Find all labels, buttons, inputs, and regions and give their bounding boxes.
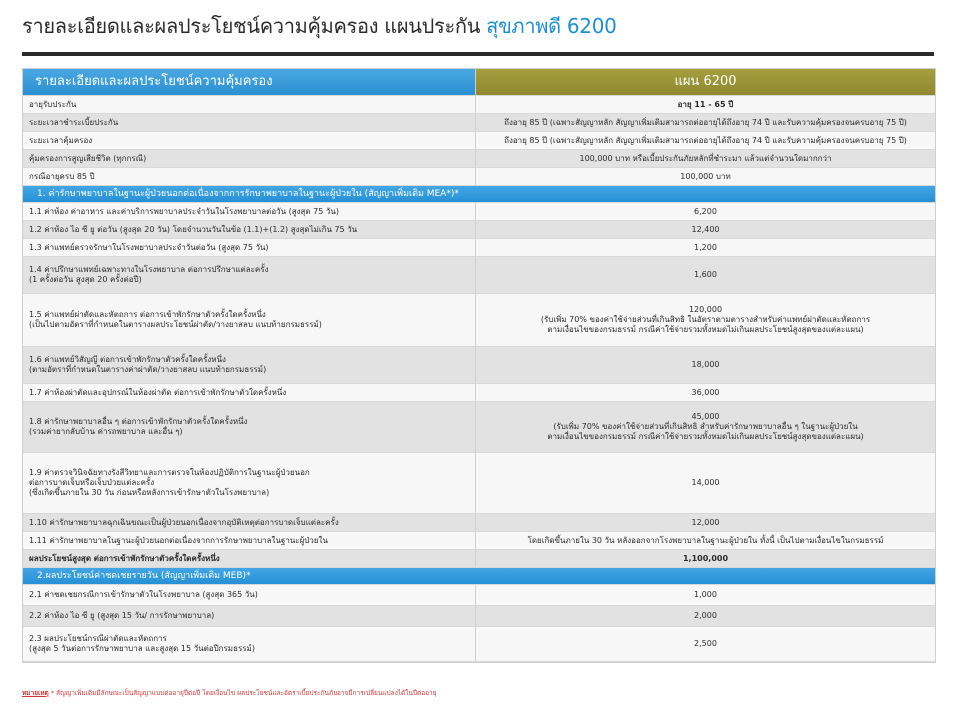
header-right: แผน 6200 (475, 69, 935, 95)
row-value-note: ตามเงื่อนไขของกรมธรรม์ กรณีค่าใช้จ่ายรวมทั้งหมดไม่เกินผลประโยชน์สูงสุดของแต่ละแผน) (547, 325, 864, 334)
row-label-group (23, 627, 475, 661)
table-row (23, 150, 935, 168)
row-value-group (475, 402, 935, 452)
row-label: 1.2 ค่าห้อง ไอ ซี ยู ต่อวัน (สูงสุด 20 วัน) โดยจำนวนวันในข้อ (1.1)+(1.2) สูงสุดไม่เกิน 75 วัน (29, 224, 358, 234)
row-value: 1,600 (475, 257, 935, 293)
row-label: 2.3 ผลประโยชน์กรณีผ่าตัดและหัตถการ (29, 634, 167, 643)
table-row (23, 627, 935, 662)
table-row (23, 532, 935, 550)
title-main: รายละเอียดและผลประโยชน์ความคุ้มครอง แผนประกัน (22, 14, 481, 38)
row-label-sub: (เป็นไปตามอัตราที่กำหนดในตารางผลประโยชน์ผ่าตัด/วางยาสลบ แนบท้ายกรมธรรม์) (29, 320, 322, 329)
table-row (23, 606, 935, 627)
row-value: ถึงอายุ 85 ปี (เฉพาะสัญญาหลัก สัญญาเพิ่มเติมสามารถต่ออายุได้ถึงอายุ 74 ปี และรับความคุ้มครองจนครบอายุ 75 ปี) (475, 114, 935, 131)
row-label-group (23, 347, 475, 383)
section-header-2 (23, 568, 935, 585)
row-value: ถึงอายุ 85 ปี (เฉพาะสัญญาหลัก สัญญาเพิ่มเติมสามารถต่ออายุได้ถึงอายุ 74 ปี และรับความคุ้มครองจนครบอายุ 75 ปี) (475, 132, 935, 149)
row-value-group (475, 294, 935, 346)
row-value: 2,000 (475, 606, 935, 626)
row-value-note: ตามเงื่อนไขของกรมธรรม์ กรณีค่าใช้จ่ายรวมทั้งหมดไม่เกินผลประโยชน์สูงสุดของแต่ละแผน) (547, 432, 864, 441)
table-row (23, 347, 935, 384)
row-value: 6,200 (475, 203, 935, 220)
row-label-sub: ต่อการบาดเจ็บหรือเจ็บป่วยแต่ละครั้ง (29, 478, 155, 487)
row-label: ระยะเวลาคุ้มครอง (29, 135, 93, 145)
row-label-sub: (ตามอัตราที่กำหนดในตารางค่าผ่าตัด/วางยาสลบ แนบท้ายกรมธรรม์) (29, 365, 267, 374)
title-divider (22, 52, 934, 56)
row-label: 1.11 ค่ารักษาพยาบาลในฐานะผู้ป่วยนอกต่อเนื่องจากการรักษาพยาบาลในฐานะผู้ป่วยใน (29, 535, 328, 545)
table-row (23, 96, 935, 114)
section-title: 1. ค่ารักษาพยาบาลในฐานะผู้ป่วยนอกต่อเนื่องจากการรักษาพยาบาลในฐานะผู้ป่วยใน (สัญญาเพิ่มเติม MEA*)* (37, 189, 459, 199)
row-label: คุ้มครองการสูญเสียชีวิต (ทุกกรณี) (29, 153, 147, 163)
row-label: 1.6 ค่าแพทย์วิสัญญี ต่อการเข้าพักรักษาตัวครั้งใดครั้งหนึ่ง (29, 355, 226, 364)
table-row (23, 585, 935, 606)
row-value: 100,000 บาท หรือเบี้ยประกันภัยหลักที่ชำระมา แล้วแต่จำนวนใดมากกว่า (475, 150, 935, 167)
table-row (23, 168, 935, 186)
row-value: 18,000 (475, 347, 935, 383)
row-value-note: (รับเพิ่ม 70% ของค่าใช้จ่ายส่วนที่เกินสิทธิ ในอัตราตามตารางสำหรับค่าแพทย์ผ่าตัดและหัตถการ (540, 315, 871, 324)
row-label: 1.1 ค่าห้อง ค่าอาหาร และค่าบริการพยาบาลประจำวันในโรงพยาบาลต่อวัน (สูงสุด 75 วัน) (29, 206, 339, 216)
table-row (23, 384, 935, 402)
row-label: 1.7 ค่าห้องผ่าตัดและอุปกรณ์ในห้องผ่าตัด ต่อการเข้าพักรักษาตัวใดครั้งหนึ่ง (29, 387, 287, 397)
title-highlight: สุขภาพดี 6200 (486, 14, 617, 38)
row-label: ผลประโยชน์สูงสุด ต่อการเข้าพักรักษาตัวครั้งใดครั้งหนึ่ง (29, 553, 220, 563)
table-row (23, 402, 935, 453)
footnote (22, 688, 437, 698)
row-label-group (23, 257, 475, 293)
row-value: 120,000 (688, 305, 723, 314)
row-label: 1.3 ค่าแพทย์ตรวจรักษาในโรงพยาบาลประจำวันต่อวัน (สูงสุด 75 วัน) (29, 242, 269, 252)
row-label: กรณีอายุครบ 85 ปี (29, 171, 95, 181)
row-value: 2,500 (475, 627, 935, 661)
row-label: 1.10 ค่ารักษาพยาบาลฉุกเฉินขณะเป็นผู้ป่วยนอกเนื่องจากอุบัติเหตุต่อการบาดเจ็บแต่ละครั้ง (29, 517, 339, 527)
benefits-table (22, 68, 936, 663)
row-value: 12,000 (475, 514, 935, 531)
table-row (23, 257, 935, 294)
row-value: 1,100,000 (475, 550, 935, 567)
header-left: รายละเอียดและผลประโยชน์ความคุ้มครอง (23, 69, 475, 95)
section-header-1 (23, 186, 935, 203)
row-value-note: (รับเพิ่ม 70% ของค่าใช้จ่ายส่วนที่เกินสิทธิ สำหรับค่ารักษาพยาบาลอื่น ๆ ในฐานะผู้ป่วยใน (553, 422, 858, 431)
row-label-sub: (รวมค่ายากลับบ้าน ค่ารถพยาบาล และอื่น ๆ) (29, 427, 183, 436)
row-value: 12,400 (475, 221, 935, 238)
row-value: 36,000 (475, 384, 935, 401)
row-label: 1.4 ค่าปรึกษาแพทย์เฉพาะทางในโรงพยาบาล ต่อการปรึกษาแต่ละครั้ง (29, 265, 269, 274)
row-label-sub: (สูงสุด 5 วันต่อการรักษาพยาบาล และสูงสุด 15 วันต่อปีกรมธรรม์) (29, 644, 255, 653)
table-row (23, 221, 935, 239)
table-row-total (23, 550, 935, 568)
row-label-group (23, 294, 475, 346)
table-row (23, 239, 935, 257)
row-value: 1,000 (475, 585, 935, 605)
table-row (23, 132, 935, 150)
table-row (23, 203, 935, 221)
table-row (23, 453, 935, 514)
row-label-sub: (1 ครั้งต่อวัน สูงสุด 20 ครั้งต่อปี) (29, 275, 142, 284)
footnote-text: * สัญญาเพิ่มเติมมีลักษณะเป็นสัญญาแบบต่ออายุปีต่อปี โดยเงื่อนไข ผลประโยชน์และอัตราเบี้ยประกันภัยอาจมีการเปลี่ยนแปลงได้ในปีต่ออายุ (50, 689, 437, 697)
table-row (23, 294, 935, 347)
footnote-label: หมายเหตุ (22, 689, 49, 697)
row-value: 1,200 (475, 239, 935, 256)
table-header-row (23, 69, 935, 96)
row-label: 2.2 ค่าห้อง ไอ ซี ยู (สูงสุด 15 วัน/ การรักษาพยาบาล) (29, 611, 215, 620)
row-label-group (23, 402, 475, 452)
row-value: 45,000 (691, 412, 720, 421)
row-label: 1.5 ค่าแพทย์ผ่าตัดและหัตถการ ต่อการเข้าพักรักษาตัวครั้งใดครั้งหนึ่ง (29, 310, 266, 319)
section-title: 2.ผลประโยชน์ค่าชดเชยรายวัน (สัญญาเพิ่มเติม MEB)* (37, 571, 251, 581)
row-label-sub: (ซึ่งเกิดขึ้นภายใน 30 วัน ก่อนหรือหลังการเข้ารักษาตัวในโรงพยาบาล) (29, 488, 270, 497)
row-value: 14,000 (475, 453, 935, 513)
row-label: อายุรับประกัน (29, 99, 77, 109)
page-title (22, 10, 617, 42)
row-label: ระยะเวลาชำระเบี้ยประกัน (29, 117, 119, 127)
row-value: 100,000 บาท (475, 168, 935, 185)
row-value: อายุ 11 - 65 ปี (475, 96, 935, 113)
row-value: โดยเกิดขึ้นภายใน 30 วัน หลังออกจากโรงพยาบาลในฐานะผู้ป่วยใน ทั้งนี้ เป็นไปตามเงื่อนไขในกรมธรรม์ (475, 532, 935, 549)
table-row (23, 114, 935, 132)
row-label-group (23, 453, 475, 513)
row-label: 1.9 ค่าตรวจวินิจฉัยทางรังสีวิทยาและการตรวจในห้องปฏิบัติการในฐานะผู้ป่วยนอก (29, 468, 310, 477)
row-label: 1.8 ค่ารักษาพยาบาลอื่น ๆ ต่อการเข้าพักรักษาตัวครั้งใดครั้งหนึ่ง (29, 417, 248, 426)
row-label: 2.1 ค่าชดเชยกรณีการเข้ารักษาตัวในโรงพยาบาล (สูงสุด 365 วัน) (29, 590, 258, 599)
table-row (23, 514, 935, 532)
